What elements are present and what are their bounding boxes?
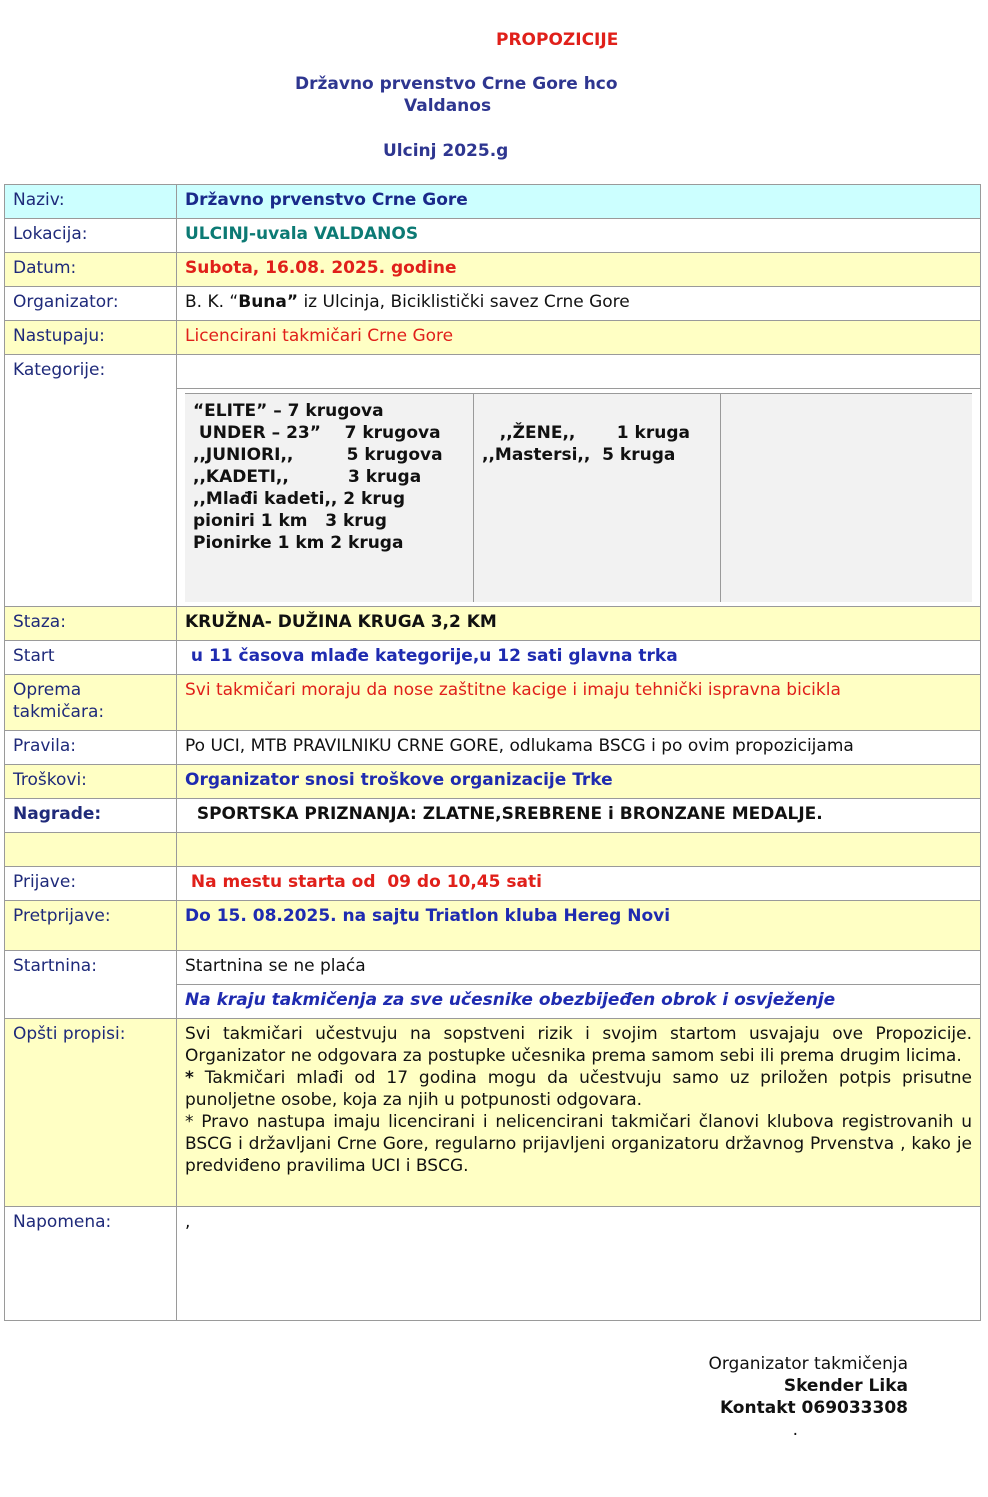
- row-lokacija: [5, 219, 981, 253]
- row-organizator: [5, 287, 981, 321]
- row-naziv: [5, 185, 981, 219]
- value-pretprijave: Do 15. 08.2025. na sajtu Triatlon kluba Hereg Novi: [177, 901, 981, 951]
- label-napomena: Napomena:: [5, 1207, 177, 1321]
- value-datum: Subota, 16.08. 2025. godine: [177, 253, 981, 287]
- row-kategorije: [5, 355, 981, 389]
- label-lokacija: Lokacija:: [5, 219, 177, 253]
- categories-col2: [474, 394, 721, 603]
- organizer-caption: Organizator takmičenja: [708, 1354, 908, 1374]
- value-oprema: Svi takmičari moraju da nose zaštitne kacige i imaju tehnički ispravna bicikla: [177, 675, 981, 731]
- value-start: u 11 časova mlađe kategorije,u 12 sati glavna trka: [177, 641, 981, 675]
- footer-dot: .: [792, 1420, 798, 1440]
- row-pretprijave: [5, 901, 981, 951]
- doc-subtitle-line2: Valdanos: [404, 96, 492, 116]
- label-naziv: Naziv:: [5, 185, 177, 219]
- opsti-paragraph-2: [185, 1067, 972, 1111]
- row-oprema: [5, 675, 981, 731]
- value-nagrade: SPORTSKA PRIZNANJA: ZLATNE,SREBRENE i BRONZANE MEDALJE.: [177, 799, 981, 833]
- label-oprema: Oprema takmičara:: [5, 675, 177, 731]
- opsti-paragraph-3: * Pravo nastupa imaju licencirani i nelicencirani takmičari članovi klubova registrovanih u BSCG i državljani Crne Gore, regularno prijavljeni organizatoru državnog Prvenstva , kako je predviđeno pravilima UCI i BSCG.: [185, 1112, 972, 1176]
- value-empty: [177, 833, 981, 867]
- label-staza: Staza:: [5, 607, 177, 641]
- value-naziv: Državno prvenstvo Crne Gore: [177, 185, 981, 219]
- row-nastupaju: [5, 321, 981, 355]
- categories-col3: [721, 394, 973, 603]
- opsti-paragraph-2-text: Takmičari mlađi od 17 godina mogu da učestvuju samo uz priložen potpis prisutne punoljetne osobe, koja za njih u potpunosti odgovara.: [185, 1068, 972, 1110]
- organizator-suffix: iz Ulcinja, Biciklistički savez Crne Gore: [298, 292, 630, 312]
- doc-subtitle-line1: Državno prvenstvo Crne Gore hco: [295, 74, 618, 94]
- label-empty: [5, 833, 177, 867]
- organizator-club: Buna”: [238, 292, 299, 312]
- row-troskovi: [5, 765, 981, 799]
- category-item-5: pioniri 1 km 3 krug: [193, 511, 387, 531]
- categories-grid: [185, 393, 972, 602]
- organizer-name: Skender Lika: [783, 1376, 908, 1396]
- value-startnina: Startnina se ne plaća: [177, 951, 981, 985]
- label-opsti: Opšti propisi:: [5, 1019, 177, 1207]
- row-datum: [5, 253, 981, 287]
- value-pravila: Po UCI, MTB PRAVILNIKU CRNE GORE, odlukama BSCG i po ovim propozicijama: [177, 731, 981, 765]
- kategorije-cell: [177, 389, 981, 607]
- value-organizator: [177, 287, 981, 321]
- label-pravila: Pravila:: [5, 731, 177, 765]
- category-item-6: Pionirke 1 km 2 kruga: [193, 533, 404, 553]
- organizator-prefix: B. K. “: [185, 292, 239, 312]
- value-napomena: ,: [177, 1207, 981, 1321]
- opsti-paragraph-1: Svi takmičari učestvuju na sopstveni rizik i svojim startom usvajaju ove Propozicije. Organizator ne odgovara za postupke učesnika prema samom sebi ili prema drugim licima.: [185, 1024, 972, 1066]
- value-staza: KRUŽNA- DUŽINA KRUGA 3,2 KM: [177, 607, 981, 641]
- category-item-women-1: ,,Mastersi,, 5 kruga: [482, 445, 676, 465]
- row-nagrade: [5, 799, 981, 833]
- organizer-contact: Kontakt 069033308: [719, 1398, 908, 1418]
- value-nastupaju: Licencirani takmičari Crne Gore: [177, 321, 981, 355]
- value-opsti: [177, 1019, 981, 1207]
- label-pretprijave: Pretprijave:: [5, 901, 177, 951]
- label-nagrade: Nagrade:: [5, 799, 177, 833]
- doc-title: PROPOZICIJE: [496, 30, 619, 50]
- row-opsti: [5, 1019, 981, 1207]
- category-item-4: ,,Mlađi kadeti,, 2 krug: [193, 489, 406, 509]
- label-troskovi: Troškovi:: [5, 765, 177, 799]
- category-item-2: ,,JUNIORI,, 5 krugova: [193, 445, 443, 465]
- value-startnina-extra: Na kraju takmičenja za sve učesnike obezbijeđen obrok i osvježenje: [177, 985, 981, 1019]
- row-prijave: [5, 867, 981, 901]
- opsti-star: *: [185, 1068, 194, 1088]
- doc-place-year: Ulcinj 2025.g: [383, 141, 509, 161]
- label-start: Start: [5, 641, 177, 675]
- label-kategorije: Kategorije:: [5, 355, 177, 607]
- row-staza: [5, 607, 981, 641]
- row-napomena: [5, 1207, 981, 1321]
- categories-col1: [185, 394, 474, 603]
- propositions-table: [4, 184, 981, 1321]
- value-lokacija: ULCINJ-uvala VALDANOS: [177, 219, 981, 253]
- label-prijave: Prijave:: [5, 867, 177, 901]
- kategorije-blank: [177, 355, 981, 389]
- category-item-women-0: ,,ŽENE,, 1 kruga: [482, 423, 690, 443]
- row-empty: [5, 833, 981, 867]
- label-nastupaju: Nastupaju:: [5, 321, 177, 355]
- row-start: [5, 641, 981, 675]
- value-prijave: Na mestu starta od 09 do 10,45 sati: [177, 867, 981, 901]
- row-pravila: [5, 731, 981, 765]
- label-startnina: Startnina:: [5, 951, 177, 1019]
- value-troskovi: Organizator snosi troškove organizacije Trke: [177, 765, 981, 799]
- category-item-3: ,,KADETI,, 3 kruga: [193, 467, 422, 487]
- category-item-0: “ELITE” – 7 krugova: [193, 401, 384, 421]
- category-item-1: UNDER – 23” 7 krugova: [193, 423, 441, 443]
- row-startnina: [5, 951, 981, 985]
- label-organizator: Organizator:: [5, 287, 177, 321]
- label-datum: Datum:: [5, 253, 177, 287]
